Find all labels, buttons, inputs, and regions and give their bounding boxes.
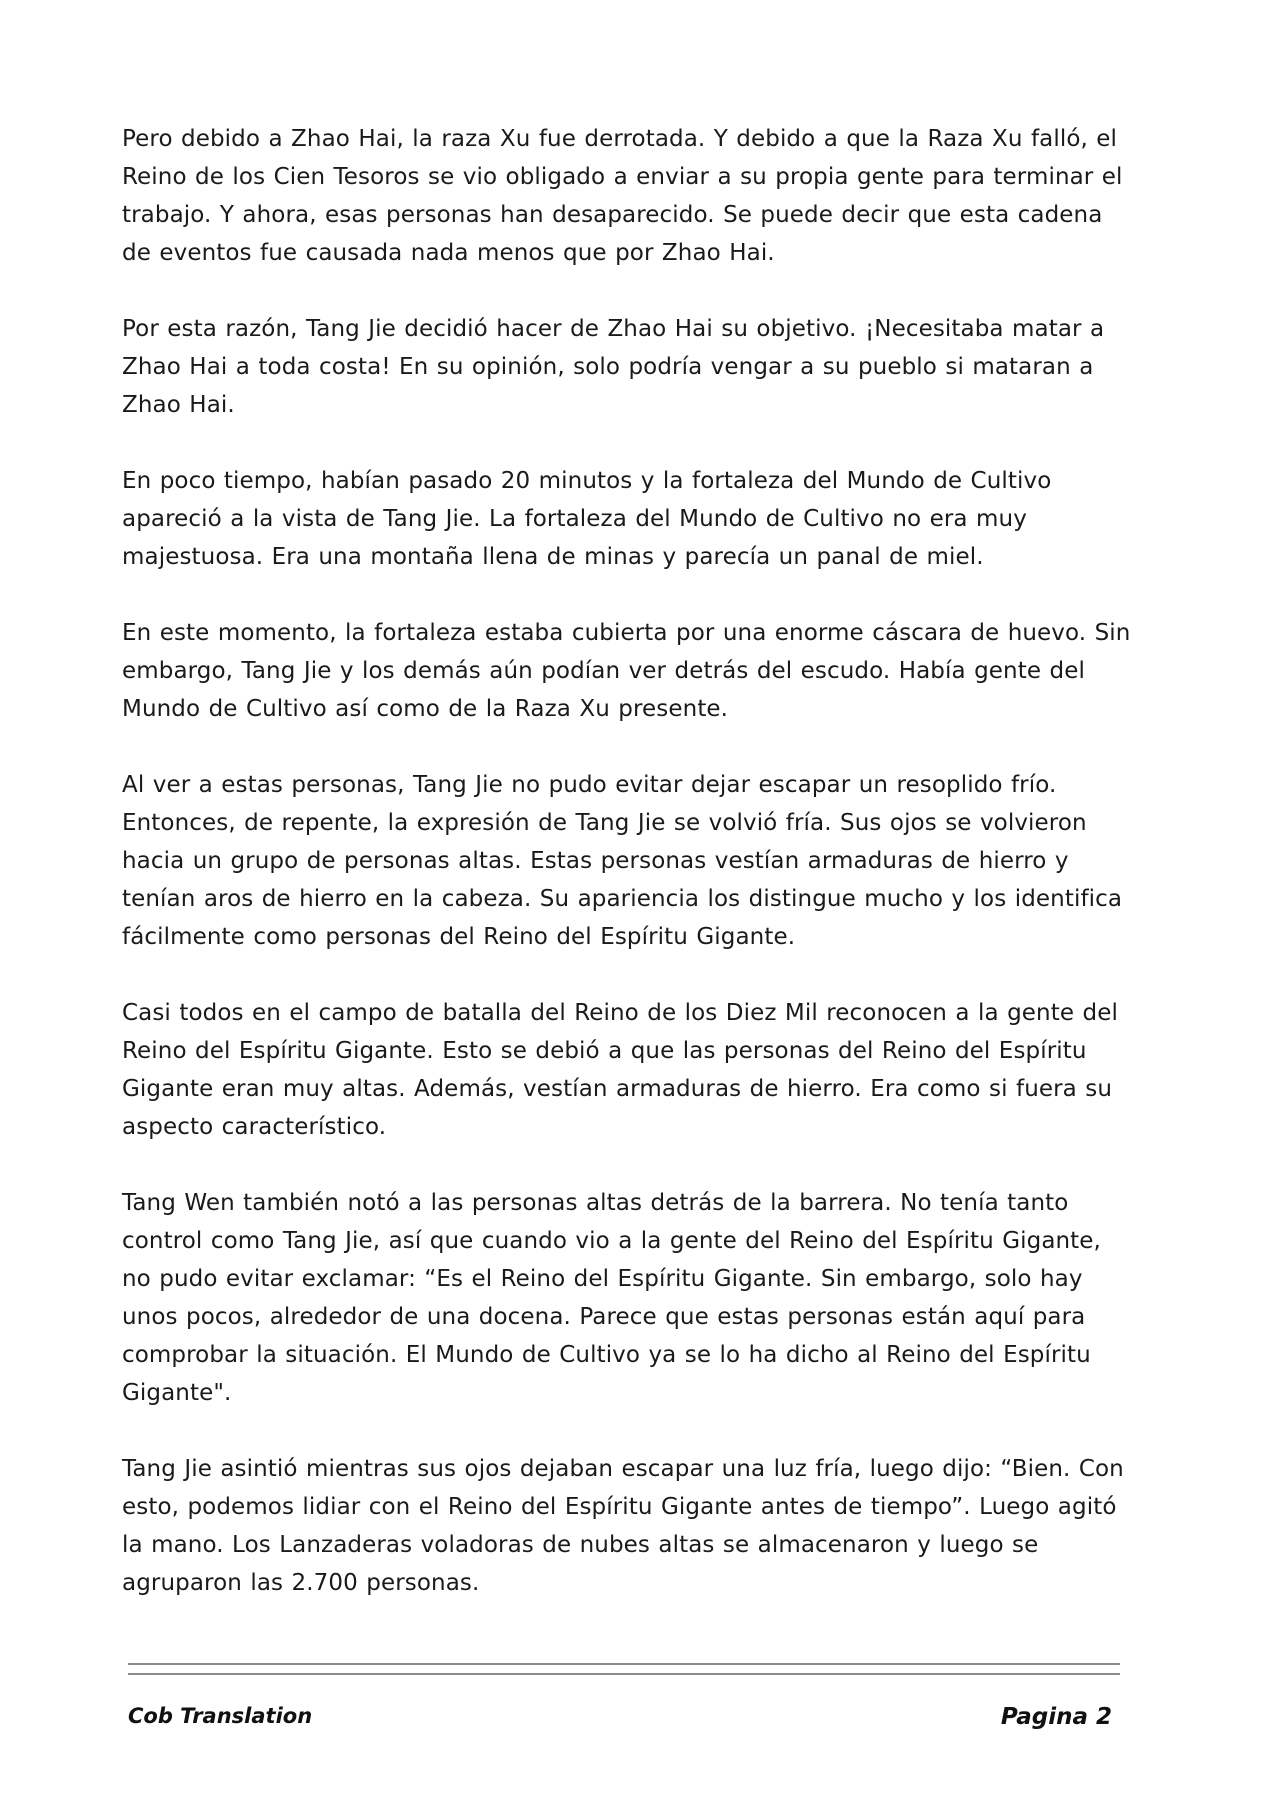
footer-page-number: Pagina 2 xyxy=(1000,1704,1112,1730)
paragraph: Casi todos en el campo de batalla del Reino de los Diez Mil reconocen a la gente del Reino del Espíritu Gigante. Esto se debió a que las personas del Reino del Espíritu Gigante eran muy altas. Además, vestían armaduras de hierro. Era como si fuera su aspecto característico. xyxy=(122,1000,1118,1140)
paragraph: Al ver a estas personas, Tang Jie no pudo evitar dejar escapar un resoplido frío. Entonces, de repente, la expresión de Tang Jie se volvió fría. Sus ojos se volvieron hacia un grupo de personas altas. Estas personas vestían armaduras de hierro y tenían aros de hierro en la cabeza. Su apariencia los distingue mucho y los identifica fácilmente como personas del Reino del Espíritu Gigante. xyxy=(122,772,1123,950)
paragraph: Tang Jie asintió mientras sus ojos dejaban escapar una luz fría, luego dijo: “Bien. Con esto, podemos lidiar con el Reino del Espíritu Gigante antes de tiempo”. Luego agitó la mano. Los Lanzaderas voladoras de nubes altas se almacenaron y luego se agruparon las 2.700 personas. xyxy=(122,1456,1124,1596)
body-text xyxy=(122,120,1132,1640)
paragraph: Pero debido a Zhao Hai, la raza Xu fue derrotada. Y debido a que la Raza Xu falló, el Reino de los Cien Tesoros se vio obligado a enviar a su propia gente para terminar el trabajo. Y ahora, esas personas han desaparecido. Se puede decir que esta cadena de eventos fue causada nada menos que por Zhao Hai. xyxy=(122,126,1123,266)
footer-translator-credit: Cob Translation xyxy=(128,1704,313,1728)
paragraph: Tang Wen también notó a las personas altas detrás de la barrera. No tenía tanto control como Tang Jie, así que cuando vio a la gente del Reino del Espíritu Gigante, no pudo evitar exclamar: “Es el Reino del Espíritu Gigante. Sin embargo, solo hay unos pocos, alrededor de una docena. Parece que estas personas están aquí para comprobar la situación. El Mundo de Cultivo ya se lo ha dicho al Reino del Espíritu Gigante". xyxy=(122,1190,1101,1406)
paragraph: En poco tiempo, habían pasado 20 minutos y la fortaleza del Mundo de Cultivo apareció a la vista de Tang Jie. La fortaleza del Mundo de Cultivo no era muy majestuosa. Era una montaña llena de minas y parecía un panal de miel. xyxy=(122,468,1052,570)
footer-divider xyxy=(128,1673,1120,1675)
footer-divider xyxy=(128,1663,1120,1665)
paragraph: En este momento, la fortaleza estaba cubierta por una enorme cáscara de huevo. Sin embargo, Tang Jie y los demás aún podían ver detrás del escudo. Había gente del Mundo de Cultivo así como de la Raza Xu presente. xyxy=(122,620,1131,722)
paragraph: Por esta razón, Tang Jie decidió hacer de Zhao Hai su objetivo. ¡Necesitaba matar a Zhao Hai a toda costa! En su opinión, solo podría vengar a su pueblo si mataran a Zhao Hai. xyxy=(122,316,1105,418)
